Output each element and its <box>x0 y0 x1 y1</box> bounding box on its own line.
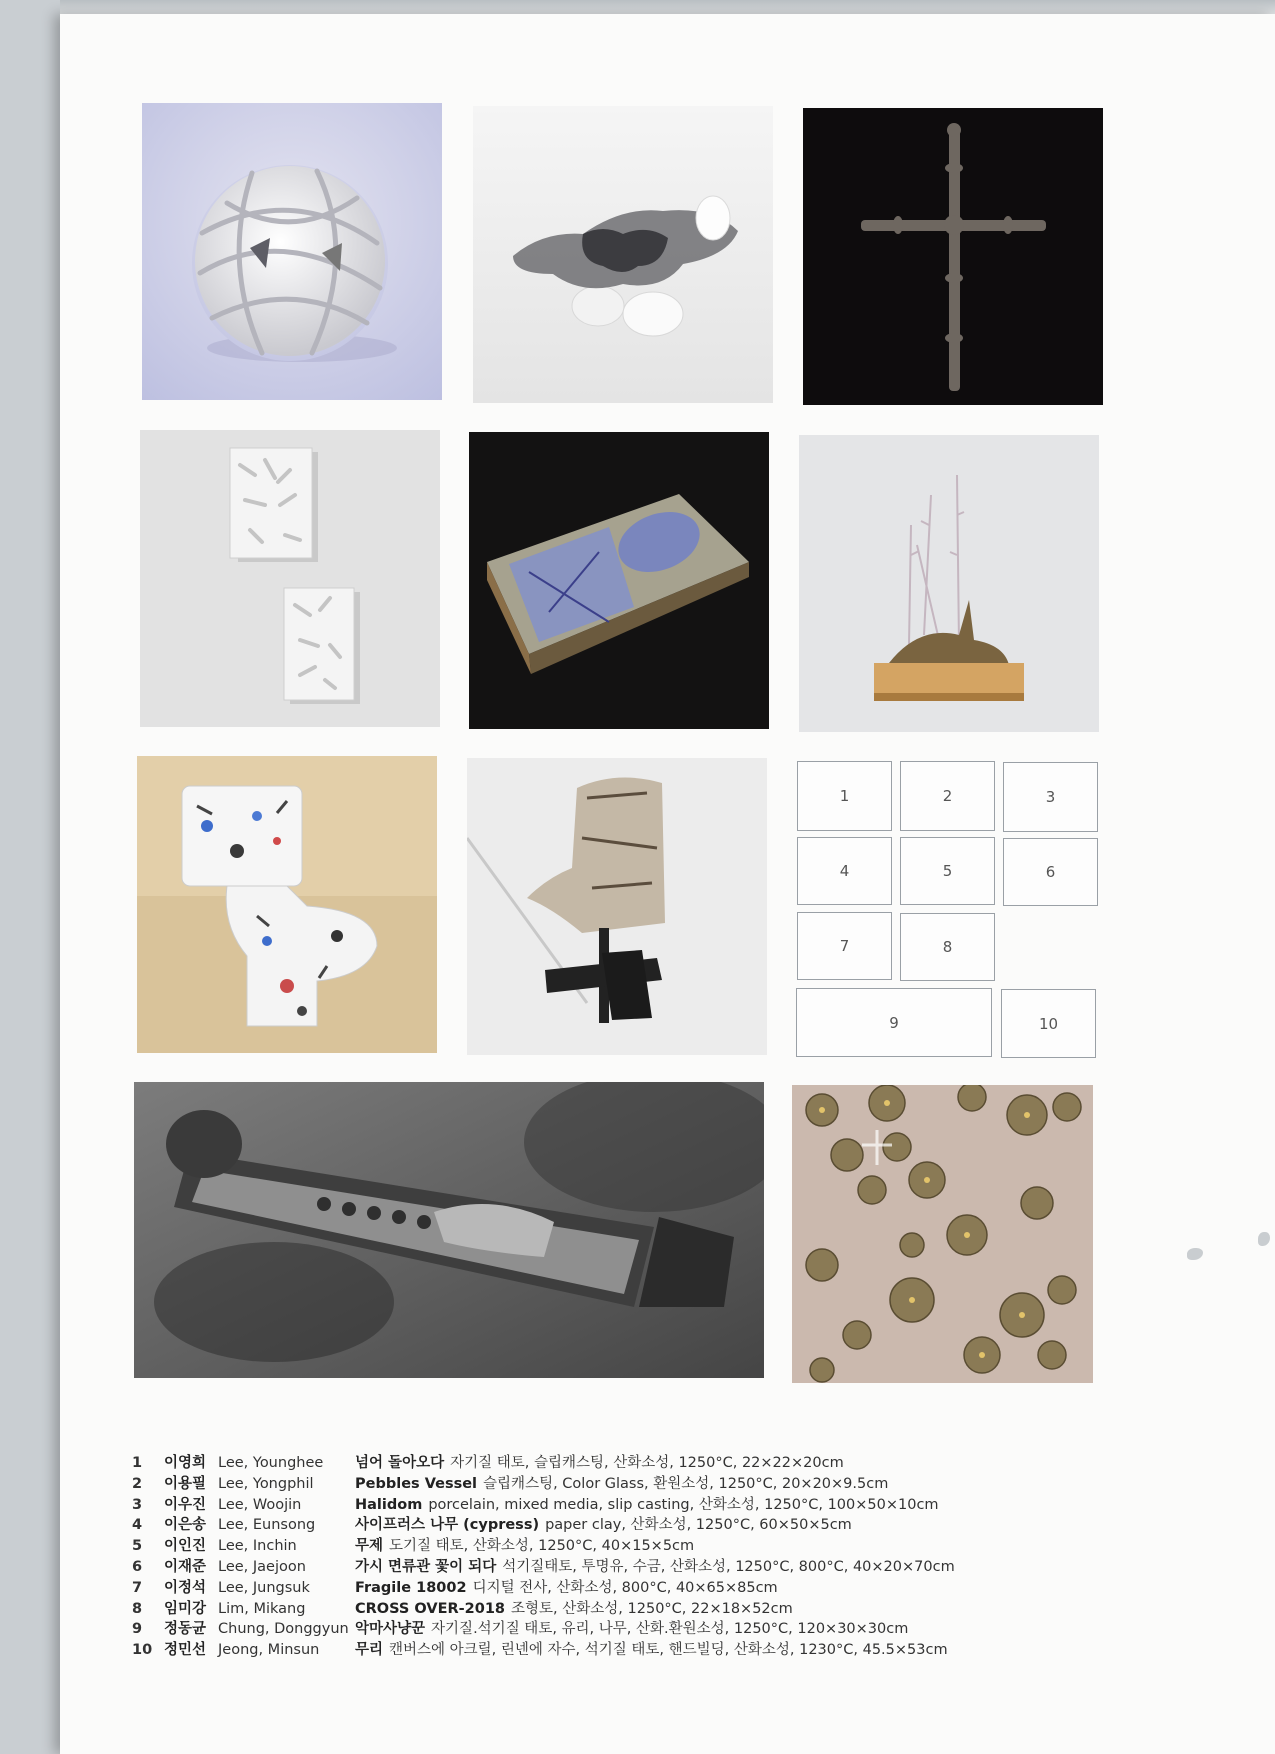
artist-name-korean: 이우진 <box>164 1496 207 1513</box>
grid-cell-5: 5 <box>900 837 995 905</box>
artwork-photo-2 <box>473 106 773 403</box>
artist-name-english: Chung, Donggyun <box>218 1621 349 1638</box>
caption-row-2 <box>132 1474 1032 1495</box>
artist-name-english: Lee, Woojin <box>218 1496 302 1513</box>
caption-number: 8 <box>132 1600 143 1617</box>
caption-row-3 <box>132 1495 1032 1516</box>
grid-cell-1: 1 <box>797 761 892 831</box>
artwork-photo-8 <box>467 758 767 1055</box>
grid-cell-7: 7 <box>797 912 892 980</box>
grid-cell-6: 6 <box>1003 838 1098 906</box>
caption-row-10 <box>132 1640 1032 1661</box>
artwork-title: 사이프러스 나무 (cypress) <box>355 1517 540 1534</box>
caption-row-1 <box>132 1453 1032 1474</box>
artist-name-english: Lee, Yongphil <box>218 1475 314 1492</box>
caption-number: 4 <box>132 1517 143 1534</box>
paper-clay-panels-image <box>140 430 440 727</box>
artist-name-english: Lee, Jungsuk <box>218 1579 310 1596</box>
artwork-photo-10 <box>792 1085 1093 1383</box>
artwork-description: 자기질.석기질 태토, 유리, 나무, 산화.환원소성, 1250°C, 120×30×30cm <box>431 1621 909 1638</box>
artwork-title: 악마사냥꾼 <box>355 1621 426 1638</box>
block-on-cross-image <box>467 758 767 1055</box>
artist-name-korean: 정동균 <box>164 1621 207 1638</box>
artwork-title: Pebbles Vessel <box>355 1475 478 1492</box>
caption-row-9 <box>132 1619 1032 1640</box>
artist-name-english: Lee, Younghee <box>218 1455 324 1471</box>
caption-row-4 <box>132 1515 1032 1536</box>
caption-number: 1 <box>132 1455 143 1471</box>
artwork-photo-4 <box>140 430 440 727</box>
caption-number: 2 <box>132 1475 143 1492</box>
artwork-description: porcelain, mixed media, slip casting, 산화소성, 1250°C, 100×50×10cm <box>428 1496 939 1513</box>
artwork-title: 무제 <box>355 1538 384 1555</box>
artist-name-english: Lee, Inchin <box>218 1538 297 1555</box>
caption-number: 7 <box>132 1579 143 1596</box>
artist-name-english: Lee, Eunsong <box>218 1517 316 1534</box>
grid-cell-10: 10 <box>1001 989 1096 1058</box>
painted-toilet-image <box>137 756 437 1053</box>
artist-name-english: Lee, Jaejoon <box>218 1558 306 1575</box>
artist-name-korean: 이영희 <box>164 1455 207 1471</box>
grid-cell-8: 8 <box>900 913 995 981</box>
grid-cell-9: 9 <box>796 988 992 1057</box>
caption-number: 3 <box>132 1496 143 1513</box>
swarm-forms-image <box>792 1085 1093 1383</box>
artwork-description: 석기질태토, 투명유, 수금, 산화소성, 1250°C, 800°C, 40×20×70cm <box>502 1558 955 1575</box>
grid-cell-4: 4 <box>797 837 892 905</box>
artwork-photo-9 <box>134 1082 764 1378</box>
artwork-photo-1 <box>142 103 442 400</box>
artwork-title: 가시 면류관 꽃이 되다 <box>355 1558 497 1575</box>
artwork-title: CROSS OVER-2018 <box>355 1600 506 1617</box>
caption-row-7 <box>132 1578 1032 1599</box>
grid-cell-2: 2 <box>900 761 995 831</box>
caption-list <box>132 1453 1032 1661</box>
artwork-photo-7 <box>137 756 437 1053</box>
caption-row-6 <box>132 1557 1032 1578</box>
caption-row-5 <box>132 1536 1032 1557</box>
artwork-photo-5 <box>469 432 769 729</box>
artist-name-english: Jeong, Minsun <box>218 1642 320 1659</box>
pebbles-vessel-image <box>473 106 773 403</box>
artwork-title: Fragile 18002 <box>355 1579 467 1596</box>
caption-number: 10 <box>132 1642 153 1659</box>
artwork-photo-6 <box>799 435 1099 732</box>
ceramic-slab-image <box>469 432 769 729</box>
artwork-description: 디지털 전사, 산화소성, 800°C, 40×65×85cm <box>472 1579 778 1596</box>
caption-number: 5 <box>132 1538 143 1555</box>
artwork-title: 넘어 돌아오다 <box>355 1455 445 1471</box>
artist-name-korean: 이은송 <box>164 1517 207 1534</box>
artwork-description: 캔버스에 아크릴, 린넨에 자수, 석기질 태토, 핸드빌딩, 산화소성, 1230°C, 45.5×53cm <box>389 1642 948 1659</box>
artist-name-korean: 이인진 <box>164 1538 207 1555</box>
grid-cell-3: 3 <box>1003 762 1098 832</box>
artist-name-korean: 이정석 <box>164 1579 207 1596</box>
artwork-description: 슬립캐스팅, Color Glass, 환원소성, 1250°C, 20×20×9.5cm <box>483 1475 889 1492</box>
cross-sculpture-image <box>803 108 1103 405</box>
artist-name-korean: 이용필 <box>164 1475 207 1492</box>
artist-name-korean: 정민선 <box>164 1642 207 1659</box>
thorn-crown-image <box>799 435 1099 732</box>
artwork-photo-3 <box>803 108 1103 405</box>
artwork-description: paper clay, 산화소성, 1250°C, 60×50×5cm <box>545 1517 852 1534</box>
demon-hunter-installation-image <box>134 1082 764 1378</box>
artist-name-korean: 임미강 <box>164 1600 207 1617</box>
caption-number: 6 <box>132 1558 143 1575</box>
artwork-description: 자기질 태토, 슬립캐스팅, 산화소성, 1250°C, 22×22×20cm <box>450 1455 844 1471</box>
caption-number: 9 <box>132 1621 143 1638</box>
artwork-description: 조형토, 산화소성, 1250°C, 22×18×52cm <box>511 1600 793 1617</box>
artist-name-english: Lim, Mikang <box>218 1600 306 1617</box>
artist-name-korean: 이재준 <box>164 1558 207 1575</box>
rope-knot-image <box>142 103 442 400</box>
artwork-title: 무리 <box>355 1642 384 1659</box>
artwork-description: 도기질 태토, 산화소성, 1250°C, 40×15×5cm <box>389 1538 695 1555</box>
artwork-title: Halidom <box>355 1496 423 1513</box>
caption-row-8 <box>132 1599 1032 1620</box>
